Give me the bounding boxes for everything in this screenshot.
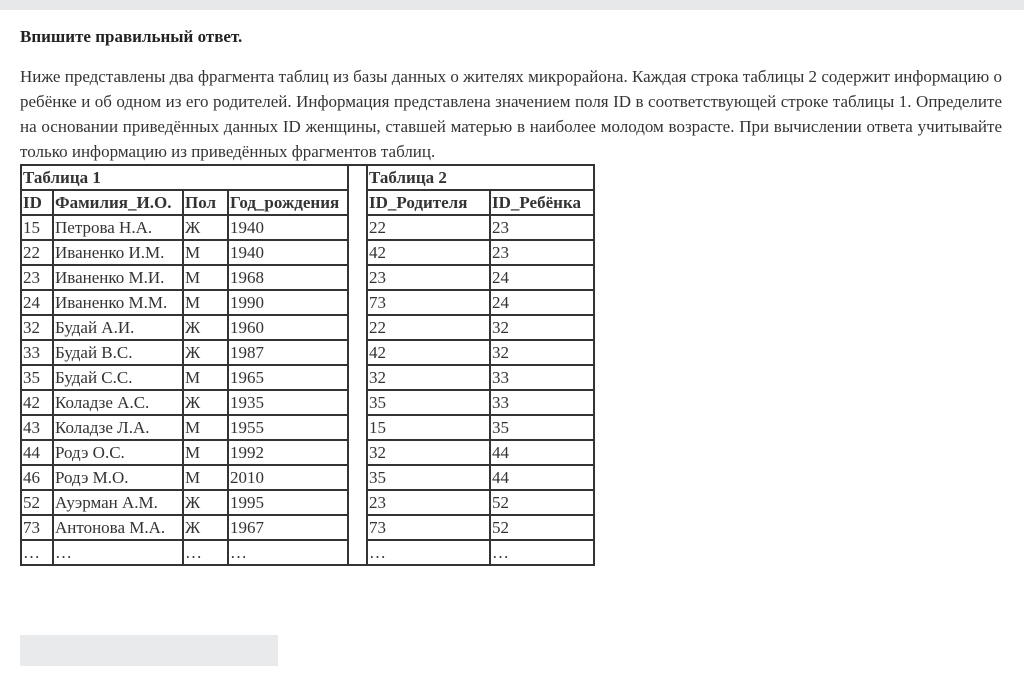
cell-child-id: 35 <box>490 415 594 440</box>
cell-child-id: 24 <box>490 265 594 290</box>
task-content <box>20 26 1002 566</box>
table-row <box>21 415 594 440</box>
table-titles-row <box>21 165 594 190</box>
cell-name: Иваненко М.М. <box>53 290 183 315</box>
table-row <box>21 240 594 265</box>
table-row <box>21 515 594 540</box>
cell-year: 1940 <box>228 215 348 240</box>
cell-year: 1967 <box>228 515 348 540</box>
cell-child-id: 52 <box>490 490 594 515</box>
answer-input[interactable] <box>20 635 278 666</box>
cell-year: 2010 <box>228 465 348 490</box>
table-row <box>21 265 594 290</box>
cell-name: Коладзе А.С. <box>53 390 183 415</box>
cell-parent-id: 73 <box>367 515 490 540</box>
cell-id: 52 <box>21 490 53 515</box>
header-id: ID <box>21 190 53 215</box>
cell-child-id: 32 <box>490 340 594 365</box>
cell-child-id: 32 <box>490 315 594 340</box>
cell-name: Иваненко М.И. <box>53 265 183 290</box>
cell-child-id: 23 <box>490 240 594 265</box>
cell-sex: … <box>183 540 228 565</box>
table-row <box>21 390 594 415</box>
cell-year: 1965 <box>228 365 348 390</box>
cell-id: 15 <box>21 215 53 240</box>
cell-sex: Ж <box>183 340 228 365</box>
cell-parent-id: 22 <box>367 215 490 240</box>
cell-name: Родэ О.С. <box>53 440 183 465</box>
cell-child-id: 23 <box>490 215 594 240</box>
cell-year: 1968 <box>228 265 348 290</box>
cell-name: … <box>53 540 183 565</box>
cell-year: 1955 <box>228 415 348 440</box>
cell-sex: Ж <box>183 390 228 415</box>
cell-parent-id: 22 <box>367 315 490 340</box>
cell-year: 1995 <box>228 490 348 515</box>
data-tables <box>20 164 595 566</box>
cell-id: 73 <box>21 515 53 540</box>
cell-id: 44 <box>21 440 53 465</box>
cell-name: Ауэрман А.М. <box>53 490 183 515</box>
cell-child-id: 44 <box>490 465 594 490</box>
table-header-row <box>21 190 594 215</box>
cell-parent-id: 15 <box>367 415 490 440</box>
cell-name: Будай В.С. <box>53 340 183 365</box>
cell-name: Антонова М.А. <box>53 515 183 540</box>
cell-sex: Ж <box>183 515 228 540</box>
cell-sex: М <box>183 415 228 440</box>
cell-id: 23 <box>21 265 53 290</box>
cell-id: 32 <box>21 315 53 340</box>
table-row <box>21 340 594 365</box>
cell-sex: М <box>183 240 228 265</box>
cell-id: 33 <box>21 340 53 365</box>
cell-parent-id: 32 <box>367 440 490 465</box>
table-row <box>21 290 594 315</box>
cell-sex: Ж <box>183 315 228 340</box>
table-gap <box>348 165 367 565</box>
cell-child-id: … <box>490 540 594 565</box>
cell-id: 24 <box>21 290 53 315</box>
table2-title: Таблица 2 <box>367 165 594 190</box>
cell-child-id: 24 <box>490 290 594 315</box>
cell-id: 22 <box>21 240 53 265</box>
header-sex: Пол <box>183 190 228 215</box>
cell-child-id: 33 <box>490 390 594 415</box>
cell-name: Коладзе Л.А. <box>53 415 183 440</box>
cell-child-id: 44 <box>490 440 594 465</box>
cell-id: 42 <box>21 390 53 415</box>
header-name: Фамилия_И.О. <box>53 190 183 215</box>
cell-year: 1992 <box>228 440 348 465</box>
cell-sex: Ж <box>183 490 228 515</box>
cell-id: 35 <box>21 365 53 390</box>
cell-year: 1960 <box>228 315 348 340</box>
cell-year: 1940 <box>228 240 348 265</box>
cell-parent-id: 23 <box>367 490 490 515</box>
table-row <box>21 365 594 390</box>
cell-id: 43 <box>21 415 53 440</box>
table-row <box>21 465 594 490</box>
task-text: Ниже представлены два фрагмента таблиц из базы данных о жителях микрорайона. Каждая строка таблицы 2 содержит информацию о ребёнке и об одном из его родителей. Информация представлена значением поля ID в соответствующей строке таблицы 1. Определите на основании приведённых данных ID женщины, ставшей матерью в наиболее молодом возрасте. При вычислении ответа учитывайте только информацию из приведённых фрагментов таблиц. <box>20 67 1002 161</box>
cell-sex: М <box>183 465 228 490</box>
cell-parent-id: 35 <box>367 390 490 415</box>
cell-child-id: 52 <box>490 515 594 540</box>
cell-parent-id: 42 <box>367 240 490 265</box>
cell-parent-id: 35 <box>367 465 490 490</box>
header-child-id: ID_Ребёнка <box>490 190 594 215</box>
cell-parent-id: 23 <box>367 265 490 290</box>
header-year: Год_рождения <box>228 190 348 215</box>
cell-parent-id: 42 <box>367 340 490 365</box>
cell-name: Иваненко И.М. <box>53 240 183 265</box>
cell-name: Будай С.С. <box>53 365 183 390</box>
task-heading: Впишите правильный ответ. <box>20 27 243 46</box>
cell-id: 46 <box>21 465 53 490</box>
cell-id: … <box>21 540 53 565</box>
header-parent-id: ID_Родителя <box>367 190 490 215</box>
cell-child-id: 33 <box>490 365 594 390</box>
cell-sex: М <box>183 290 228 315</box>
cell-name: Петрова Н.А. <box>53 215 183 240</box>
table-row <box>21 490 594 515</box>
cell-sex: М <box>183 365 228 390</box>
cell-sex: М <box>183 440 228 465</box>
table-row <box>21 540 594 565</box>
cell-sex: Ж <box>183 215 228 240</box>
table1-title: Таблица 1 <box>21 165 348 190</box>
cell-year: 1987 <box>228 340 348 365</box>
cell-name: Родэ М.О. <box>53 465 183 490</box>
cell-year: 1935 <box>228 390 348 415</box>
cell-year: … <box>228 540 348 565</box>
table-row <box>21 440 594 465</box>
cell-parent-id: 32 <box>367 365 490 390</box>
cell-sex: М <box>183 265 228 290</box>
cell-parent-id: 73 <box>367 290 490 315</box>
table-row <box>21 315 594 340</box>
cell-name: Будай А.И. <box>53 315 183 340</box>
cell-year: 1990 <box>228 290 348 315</box>
cell-parent-id: … <box>367 540 490 565</box>
top-bar <box>0 0 1024 10</box>
table-row <box>21 215 594 240</box>
